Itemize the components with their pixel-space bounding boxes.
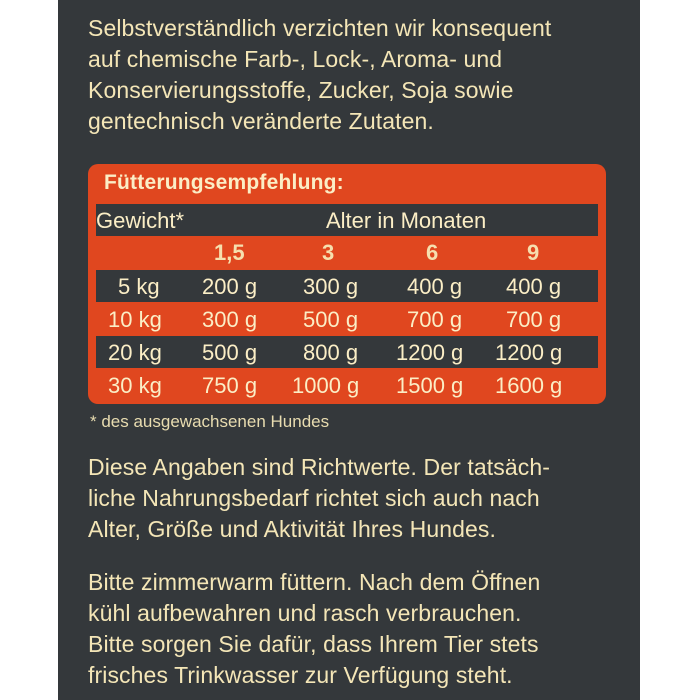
product-info-panel xyxy=(58,0,640,700)
amount-cell: 800 g xyxy=(303,340,359,365)
amount-cell: 1200 g xyxy=(396,340,464,365)
amount-cell: 700 g xyxy=(407,307,463,332)
table-header-row xyxy=(96,204,598,236)
amount-cell: 700 g xyxy=(506,307,562,332)
table-row xyxy=(96,336,598,368)
intro-paragraph: Selbstverständlich verzichten wir konsequent auf chemische Farb-, Lock-, Aroma- und Konservierungsstoffe, Zucker, Soja sowie gentechnisch veränderte Zutaten. xyxy=(88,15,552,134)
feeding-recommendation-card xyxy=(88,164,606,404)
amount-cell: 500 g xyxy=(202,340,258,365)
age-cell: 6 xyxy=(426,240,439,265)
weight-cell: 10 kg xyxy=(108,307,162,332)
age-cell: 3 xyxy=(322,240,335,265)
weight-column-header: Gewicht* xyxy=(96,208,185,233)
amount-cell: 1500 g xyxy=(396,373,464,398)
care-instructions-paragraph: Bitte zimmerwarm füttern. Nach dem Öffnen kühl aufbewahren und rasch verbrauchen. Bitte sorgen Sie dafür, dass Ihrem Tier stets frisches Trinkwasser zur Verfügung steht. xyxy=(88,569,541,688)
amount-cell: 300 g xyxy=(303,274,359,299)
amount-cell: 200 g xyxy=(202,274,258,299)
amount-cell: 400 g xyxy=(407,274,463,299)
amount-cell: 1000 g xyxy=(292,373,360,398)
table-row xyxy=(96,369,598,401)
age-cell: 1,5 xyxy=(214,240,245,265)
age-column-header: Alter in Monaten xyxy=(326,208,487,233)
weight-cell: 5 kg xyxy=(118,274,160,299)
weight-cell: 30 kg xyxy=(108,373,162,398)
age-cell: 9 xyxy=(527,240,540,265)
amount-cell: 1600 g xyxy=(495,373,563,398)
table-row xyxy=(96,270,598,302)
amount-cell: 750 g xyxy=(202,373,258,398)
table-row xyxy=(96,303,598,335)
amount-cell: 1200 g xyxy=(495,340,563,365)
weight-cell: 20 kg xyxy=(108,340,162,365)
table-footnote: * des ausgewachsenen Hundes xyxy=(90,412,330,431)
amount-cell: 500 g xyxy=(303,307,359,332)
amount-cell: 400 g xyxy=(506,274,562,299)
age-values-row xyxy=(96,236,598,268)
guidance-paragraph: Diese Angaben sind Richtwerte. Der tatsäch- liche Nahrungsbedarf richtet sich auch nach Alter, Größe und Aktivität Ihres Hundes. xyxy=(88,454,550,542)
feeding-table-title: Fütterungsempfehlung: xyxy=(104,171,344,194)
amount-cell: 300 g xyxy=(202,307,258,332)
